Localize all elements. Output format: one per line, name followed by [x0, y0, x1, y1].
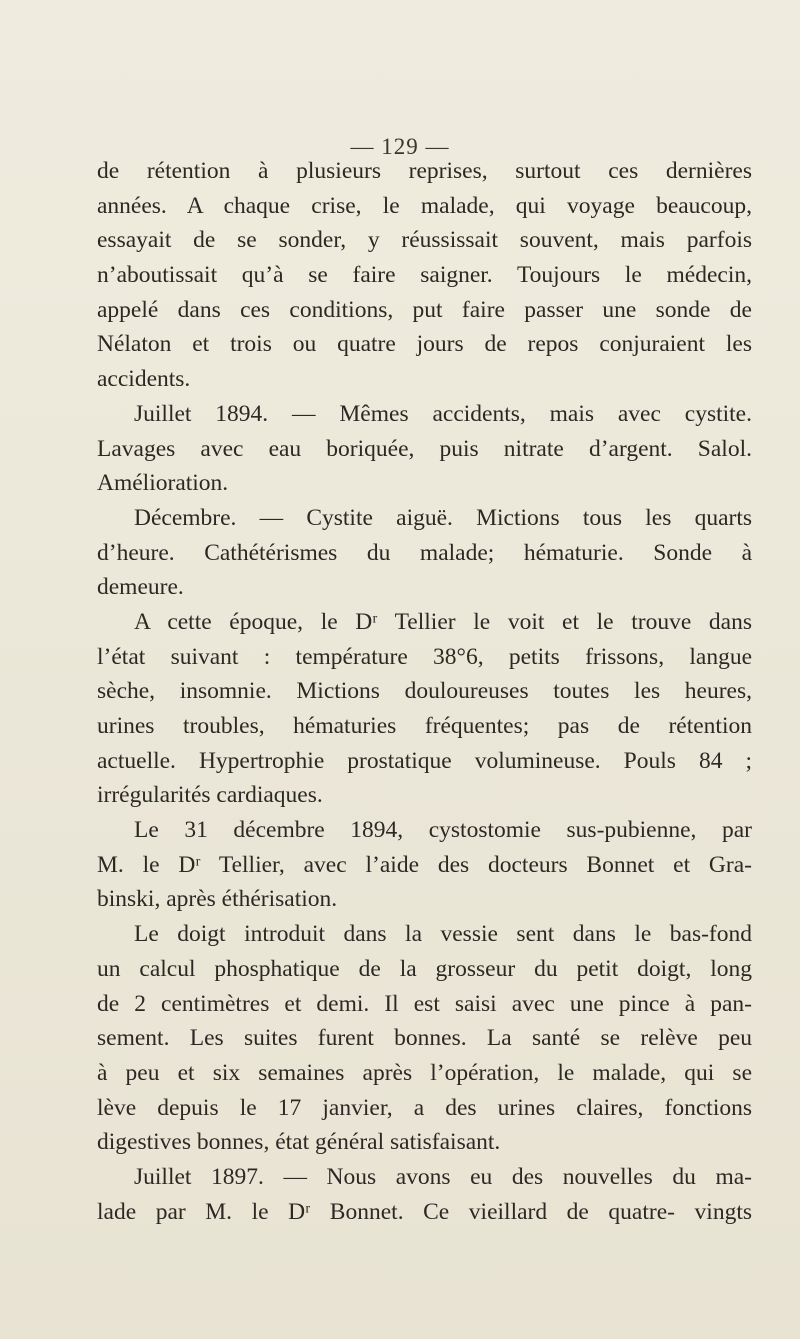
text-line: essayait de se sonder, y réussissait souvent, mais parfois: [97, 227, 752, 254]
text-line: sement. Les suites furent bonnes. La santé se relève peu: [97, 1025, 752, 1052]
text-line: Juillet 1894. — Mêmes accidents, mais avec cystite.: [134, 400, 752, 427]
text-line: d’heure. Cathétérismes du malade; hématurie. Sonde à: [97, 539, 752, 566]
text-line: irrégularités cardiaques.: [97, 782, 323, 809]
text-line: Le doigt introduit dans la vessie sent dans le bas-fond: [134, 921, 752, 948]
text-line: un calcul phosphatique de la grosseur du petit doigt, long: [97, 955, 752, 982]
text-line: demeure.: [97, 574, 184, 601]
text-line: digestives bonnes, état général satisfaisant.: [97, 1129, 501, 1156]
text-line: binski, après éthérisation.: [97, 886, 338, 913]
text-line: lève depuis le 17 janvier, a des urines claires, fonctions: [97, 1094, 752, 1121]
text-line: n’aboutissait qu’à se faire saigner. Toujours le médecin,: [97, 262, 752, 289]
text-line: Juillet 1897. — Nous avons eu des nouvelles du ma-: [134, 1163, 752, 1190]
text-line: Le 31 décembre 1894, cystostomie sus-pubienne, par: [134, 817, 752, 844]
text-line: à peu et six semaines après l’opération, le malade, qui se: [97, 1059, 752, 1086]
text-line: M. le Dʳ Tellier, avec l’aide des docteurs Bonnet et Gra-: [97, 851, 752, 878]
text-line: de rétention à plusieurs reprises, surtout ces dernières: [97, 158, 752, 184]
text-line: années. A chaque crise, le malade, qui voyage beaucoup,: [97, 192, 752, 219]
text-line: l’état suivant : température 38°6, petits frissons, langue: [97, 643, 752, 670]
text-line: Lavages avec eau boriquée, puis nitrate d’argent. Salol.: [97, 435, 752, 462]
text-line: Amélioration.: [97, 470, 229, 497]
body-text: [97, 154, 752, 1229]
text-line: sèche, insomnie. Mictions douloureuses toutes les heures,: [97, 678, 752, 705]
page-number: — 129 —: [350, 134, 450, 159]
text-line: A cette époque, le Dʳ Tellier le voit et le trouve dans: [134, 608, 752, 635]
text-line: appelé dans ces conditions, put faire passer une sonde de: [97, 296, 752, 323]
text-line: Décembre. — Cystite aiguë. Mictions tous les quarts: [134, 504, 752, 531]
text-line: actuelle. Hypertrophie prostatique volumineuse. Pouls 84 ;: [97, 747, 752, 774]
text-line: urines troubles, hématuries fréquentes; pas de rétention: [97, 713, 752, 739]
text-line: de 2 centimètres et demi. Il est saisi avec une pince à pan-: [97, 990, 752, 1017]
text-line: lade par M. le Dʳ Bonnet. Ce vieillard de quatre- vingts: [97, 1198, 752, 1225]
text-line: Nélaton et trois ou quatre jours de repos conjuraient les: [97, 331, 752, 358]
text-line: accidents.: [97, 366, 191, 393]
